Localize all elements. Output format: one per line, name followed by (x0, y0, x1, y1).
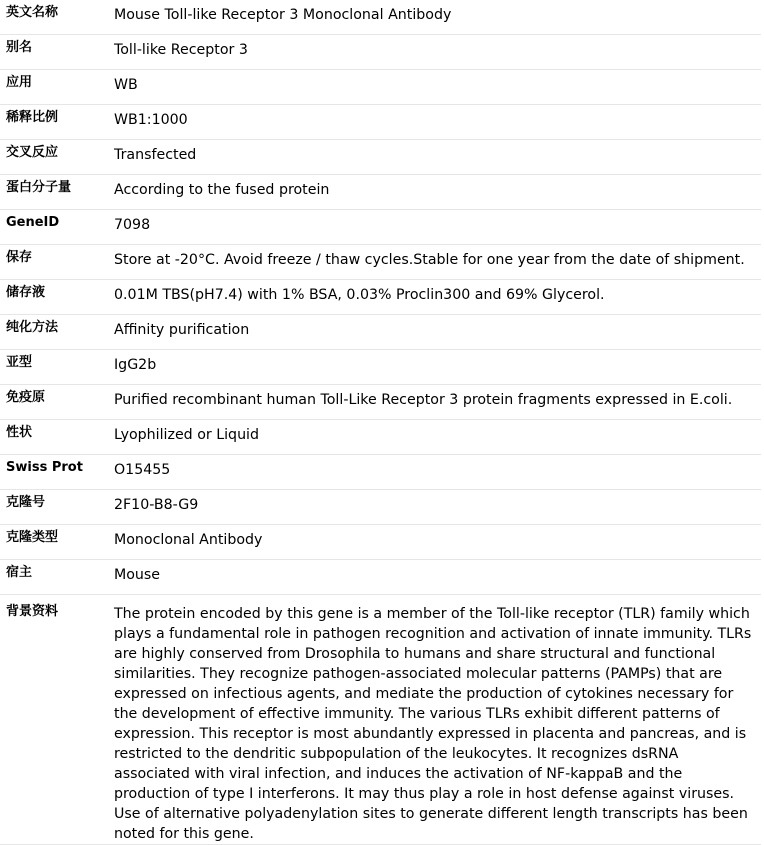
spec-row-dilution (0, 105, 761, 140)
row-label: 储存液 (0, 280, 114, 315)
row-value: Purified recombinant human Toll-Like Receptor 3 protein fragments expressed in E.coli. (114, 385, 761, 420)
spec-row-isotype (0, 350, 761, 385)
spec-row-clonality (0, 525, 761, 560)
row-value: Mouse Toll-like Receptor 3 Monoclonal Antibody (114, 0, 761, 35)
row-label: 亚型 (0, 350, 114, 385)
row-value: O15455 (114, 455, 761, 490)
spec-row-purification (0, 315, 761, 350)
row-value: Monoclonal Antibody (114, 525, 761, 560)
spec-row-background (0, 595, 761, 845)
spec-row-clone-number (0, 490, 761, 525)
row-value: Transfected (114, 140, 761, 175)
spec-row-form (0, 420, 761, 455)
row-value: Lyophilized or Liquid (114, 420, 761, 455)
row-value: According to the fused protein (114, 175, 761, 210)
row-label: 蛋白分子量 (0, 175, 114, 210)
row-value: WB (114, 70, 761, 105)
row-value: Toll-like Receptor 3 (114, 35, 761, 70)
row-label: 性状 (0, 420, 114, 455)
spec-row-cross-reactivity (0, 140, 761, 175)
spec-row-english-name (0, 0, 761, 35)
row-label: 英文名称 (0, 0, 114, 35)
row-value: 2F10-B8-G9 (114, 490, 761, 525)
row-label: 应用 (0, 70, 114, 105)
row-value: 0.01M TBS(pH7.4) with 1% BSA, 0.03% Proclin300 and 69% Glycerol. (114, 280, 761, 315)
row-label: GeneID (0, 210, 114, 245)
spec-row-swiss-prot (0, 455, 761, 490)
spec-row-immunogen (0, 385, 761, 420)
row-label: 宿主 (0, 560, 114, 595)
row-value: WB1:1000 (114, 105, 761, 140)
row-label: 纯化方法 (0, 315, 114, 350)
spec-row-molecular-weight (0, 175, 761, 210)
spec-row-application (0, 70, 761, 105)
row-label: 克隆号 (0, 490, 114, 525)
background-label: 背景资料 (0, 595, 114, 845)
background-text: The protein encoded by this gene is a member of the Toll-like receptor (TLR) family which plays a fundamental role in pathogen recognition and activation of innate immunity. TLRs are highly conserved from Drosophila to humans and share structural and functional similarities. They recognize pathogen-associated molecular patterns (PAMPs) that are expressed on infectious agents, and mediate the production of cytokines necessary for the development of effective immunity. The various TLRs exhibit different patterns of expression. This receptor is most abundantly expressed in placenta and pancreas, and is restricted to the dendritic subpopulation of the leukocytes. It recognizes dsRNA associated with viral infection, and induces the activation of NF-kappaB and the production of type I interferons. It may thus play a role in host defense against viruses. Use of alternative polyadenylation sites to generate different length transcripts has been noted for this gene. (114, 606, 752, 842)
row-label: 别名 (0, 35, 114, 70)
row-label: Swiss Prot (0, 455, 114, 490)
row-value: 7098 (114, 210, 761, 245)
row-label: 稀释比例 (0, 105, 114, 140)
row-label: 免疫原 (0, 385, 114, 420)
spec-row-host (0, 560, 761, 595)
spec-row-storage (0, 245, 761, 280)
row-label: 克隆类型 (0, 525, 114, 560)
row-value: Mouse (114, 560, 761, 595)
spec-row-buffer (0, 280, 761, 315)
row-label: 保存 (0, 245, 114, 280)
row-label: 交叉反应 (0, 140, 114, 175)
row-value: IgG2b (114, 350, 761, 385)
row-value: Store at -20°C. Avoid freeze / thaw cycles.Stable for one year from the date of shipment. (114, 245, 761, 280)
row-value: Affinity purification (114, 315, 761, 350)
spec-row-geneid (0, 210, 761, 245)
spec-row-alias (0, 35, 761, 70)
